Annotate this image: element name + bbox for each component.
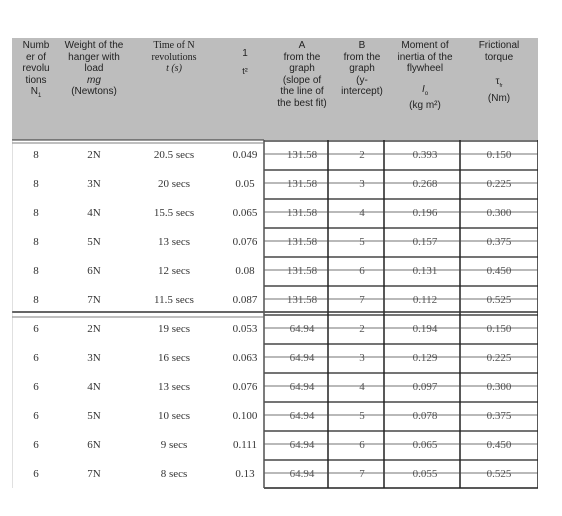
table-row: [12, 285, 538, 314]
header-text: A: [298, 40, 306, 51]
cell-inverse-time: 0.065: [232, 206, 258, 219]
header-revolutions: [12, 38, 60, 142]
cell-inverse-time: 0.076: [232, 235, 258, 248]
cell-moment-of-inertia: 0.194: [412, 322, 438, 335]
cell-inverse-time: 0.049: [232, 148, 258, 161]
cell-slope-a: 131.58: [286, 264, 318, 277]
header-text: Moment of: [401, 40, 449, 51]
header-text: I: [421, 83, 425, 95]
cell-weight: 4N: [87, 380, 101, 393]
cell-frictional-torque: 0.450: [486, 438, 512, 451]
table-row: [12, 430, 538, 459]
header-unit: (kg m²): [409, 100, 441, 111]
cell-time: 15.5 secs: [153, 206, 195, 219]
cell-slope-a: 131.58: [286, 206, 318, 219]
header-symbol: [390, 84, 460, 101]
cell-slope-a: 131.58: [286, 148, 318, 161]
header-text: (y-: [356, 74, 368, 86]
header-text: Frictional: [478, 40, 520, 51]
header-text: from the: [343, 51, 381, 63]
table-row: [12, 401, 538, 430]
cell-inverse-time: 0.08: [235, 264, 255, 277]
cell-moment-of-inertia: 0.065: [412, 438, 438, 451]
header-text: (slope of: [282, 74, 322, 86]
cell-time: 13 secs: [157, 235, 191, 248]
cell-intercept-b: 4: [359, 380, 365, 393]
cell-frictional-torque: 0.225: [486, 177, 512, 190]
header-text: hanger with: [68, 51, 120, 63]
cell-weight: 3N: [87, 351, 101, 364]
cell-weight: 7N: [87, 293, 101, 306]
header-subscript: 1: [37, 93, 42, 99]
cell-time: 19 secs: [157, 322, 191, 335]
header-text: N: [30, 86, 38, 97]
cell-weight: 2N: [87, 148, 101, 161]
cell-revolutions: 8: [33, 235, 39, 248]
cell-moment-of-inertia: 0.131: [412, 264, 438, 277]
cell-revolutions: 6: [33, 322, 39, 335]
header-text: the line of: [280, 86, 324, 97]
header-text: the best fit): [277, 97, 327, 109]
header-text: B: [358, 40, 366, 51]
cell-revolutions: 6: [33, 351, 39, 364]
header-symbol: mg: [87, 74, 101, 86]
cell-intercept-b: 5: [359, 235, 365, 248]
cell-revolutions: 8: [33, 206, 39, 219]
cell-slope-a: 64.94: [289, 467, 315, 480]
cell-frictional-torque: 0.150: [486, 148, 512, 161]
cell-intercept-b: 6: [359, 264, 365, 277]
results-table: [12, 38, 538, 492]
cell-weight: 4N: [87, 206, 101, 219]
cell-time: 10 secs: [157, 409, 191, 422]
cell-moment-of-inertia: 0.268: [412, 177, 438, 190]
cell-inverse-time: 0.053: [232, 322, 258, 335]
cell-slope-a: 64.94: [289, 380, 315, 393]
header-text: Weight of the: [64, 40, 124, 51]
cell-inverse-time: 0.076: [232, 380, 258, 393]
header-text: Numb: [22, 40, 50, 51]
cell-time: 20.5 secs: [153, 148, 195, 161]
cell-inverse-time: 0.087: [232, 293, 258, 306]
cell-intercept-b: 3: [359, 177, 365, 190]
header-text: graph: [289, 63, 315, 74]
table-row: [12, 140, 538, 169]
header-symbol: t²: [242, 65, 248, 76]
header-text: Time of N: [153, 40, 195, 51]
header-unit: (Nm): [487, 92, 511, 104]
cell-moment-of-inertia: 0.129: [412, 351, 438, 364]
cell-revolutions: 6: [33, 467, 39, 480]
header-symbol: [460, 76, 538, 93]
cell-frictional-torque: 0.150: [486, 322, 512, 335]
header-symbol: t (s): [166, 63, 182, 74]
cell-moment-of-inertia: 0.055: [412, 467, 438, 480]
header-subscript: fr: [499, 83, 503, 89]
cell-moment-of-inertia: 0.393: [412, 148, 438, 161]
table-row: [12, 314, 538, 343]
cell-moment-of-inertia: 0.112: [412, 293, 438, 306]
cell-time: 16 secs: [157, 351, 191, 364]
header-intercept-b: [334, 38, 390, 142]
cell-weight: 2N: [87, 322, 101, 335]
cell-frictional-torque: 0.525: [486, 293, 512, 306]
header-text: er of: [25, 51, 46, 63]
table-row: [12, 459, 538, 488]
cell-moment-of-inertia: 0.097: [412, 380, 438, 393]
header-text: load: [84, 63, 104, 74]
table-row: [12, 198, 538, 227]
cell-intercept-b: 2: [359, 322, 365, 335]
cell-revolutions: 6: [33, 438, 39, 451]
header-text: revolu: [22, 63, 50, 74]
cell-time: 9 secs: [160, 438, 188, 451]
header-subscript: o: [424, 90, 429, 97]
cell-intercept-b: 6: [359, 438, 365, 451]
header-text: inertia of the: [397, 51, 453, 63]
cell-slope-a: 64.94: [289, 438, 315, 451]
cell-time: 13 secs: [157, 380, 191, 393]
header-text: revolutions: [151, 51, 197, 63]
cell-slope-a: 131.58: [286, 177, 318, 190]
cell-revolutions: 8: [33, 264, 39, 277]
cell-weight: 5N: [87, 235, 101, 248]
cell-frictional-torque: 0.450: [486, 264, 512, 277]
cell-weight: 5N: [87, 409, 101, 422]
cell-frictional-torque: 0.225: [486, 351, 512, 364]
cell-revolutions: 6: [33, 409, 39, 422]
cell-inverse-time: 0.13: [235, 467, 255, 480]
cell-inverse-time: 0.063: [232, 351, 258, 364]
table-header: [12, 38, 538, 140]
header-inverse-time: [220, 38, 270, 150]
cell-time: 20 secs: [157, 177, 191, 190]
header-text: τ: [495, 76, 500, 87]
header-frictional-torque: [460, 38, 538, 142]
cell-revolutions: 8: [33, 148, 39, 161]
header-text: torque: [484, 51, 514, 63]
cell-time: 12 secs: [157, 264, 191, 277]
cell-intercept-b: 3: [359, 351, 365, 364]
header-text: 1: [242, 48, 248, 59]
cell-frictional-torque: 0.375: [486, 409, 512, 422]
cell-frictional-torque: 0.300: [486, 380, 512, 393]
cell-moment-of-inertia: 0.078: [412, 409, 438, 422]
header-slope-a: [270, 38, 334, 142]
cell-revolutions: 8: [33, 293, 39, 306]
cell-frictional-torque: 0.375: [486, 235, 512, 248]
cell-inverse-time: 0.100: [232, 409, 258, 422]
cell-moment-of-inertia: 0.196: [412, 206, 438, 219]
cell-weight: 3N: [87, 177, 101, 190]
table-row: [12, 256, 538, 285]
header-weight: [60, 38, 128, 142]
cell-weight: 6N: [87, 438, 101, 451]
header-time: [128, 38, 220, 142]
cell-slope-a: 64.94: [289, 322, 315, 335]
cell-inverse-time: 0.05: [235, 177, 255, 190]
cell-inverse-time: 0.111: [233, 438, 257, 451]
cell-time: 11.5 secs: [154, 293, 194, 306]
table-row: [12, 343, 538, 372]
cell-intercept-b: 5: [359, 409, 365, 422]
header-moment-of-inertia: [390, 38, 460, 142]
cell-intercept-b: 7: [359, 293, 365, 306]
header-text: from the: [283, 51, 321, 63]
header-symbol: [12, 86, 60, 103]
header-text: graph: [349, 63, 375, 74]
cell-frictional-torque: 0.300: [486, 206, 512, 219]
cell-intercept-b: 4: [359, 206, 365, 219]
cell-frictional-torque: 0.525: [486, 467, 512, 480]
table-row: [12, 372, 538, 401]
header-text: flywheel: [406, 63, 444, 74]
header-unit: (Newtons): [71, 86, 117, 97]
cell-slope-a: 131.58: [286, 293, 318, 306]
cell-slope-a: 64.94: [289, 409, 315, 422]
cell-revolutions: 8: [33, 177, 39, 190]
cell-weight: 6N: [87, 264, 101, 277]
cell-intercept-b: 2: [359, 148, 365, 161]
table-row: [12, 169, 538, 198]
cell-intercept-b: 7: [359, 467, 365, 480]
cell-time: 8 secs: [160, 467, 188, 480]
cell-weight: 7N: [87, 467, 101, 480]
cell-slope-a: 64.94: [289, 351, 315, 364]
cell-slope-a: 131.58: [286, 235, 318, 248]
cell-revolutions: 6: [33, 380, 39, 393]
header-text: tions: [25, 74, 47, 86]
table-row: [12, 227, 538, 256]
cell-moment-of-inertia: 0.157: [412, 235, 438, 248]
header-text: intercept): [341, 86, 383, 97]
